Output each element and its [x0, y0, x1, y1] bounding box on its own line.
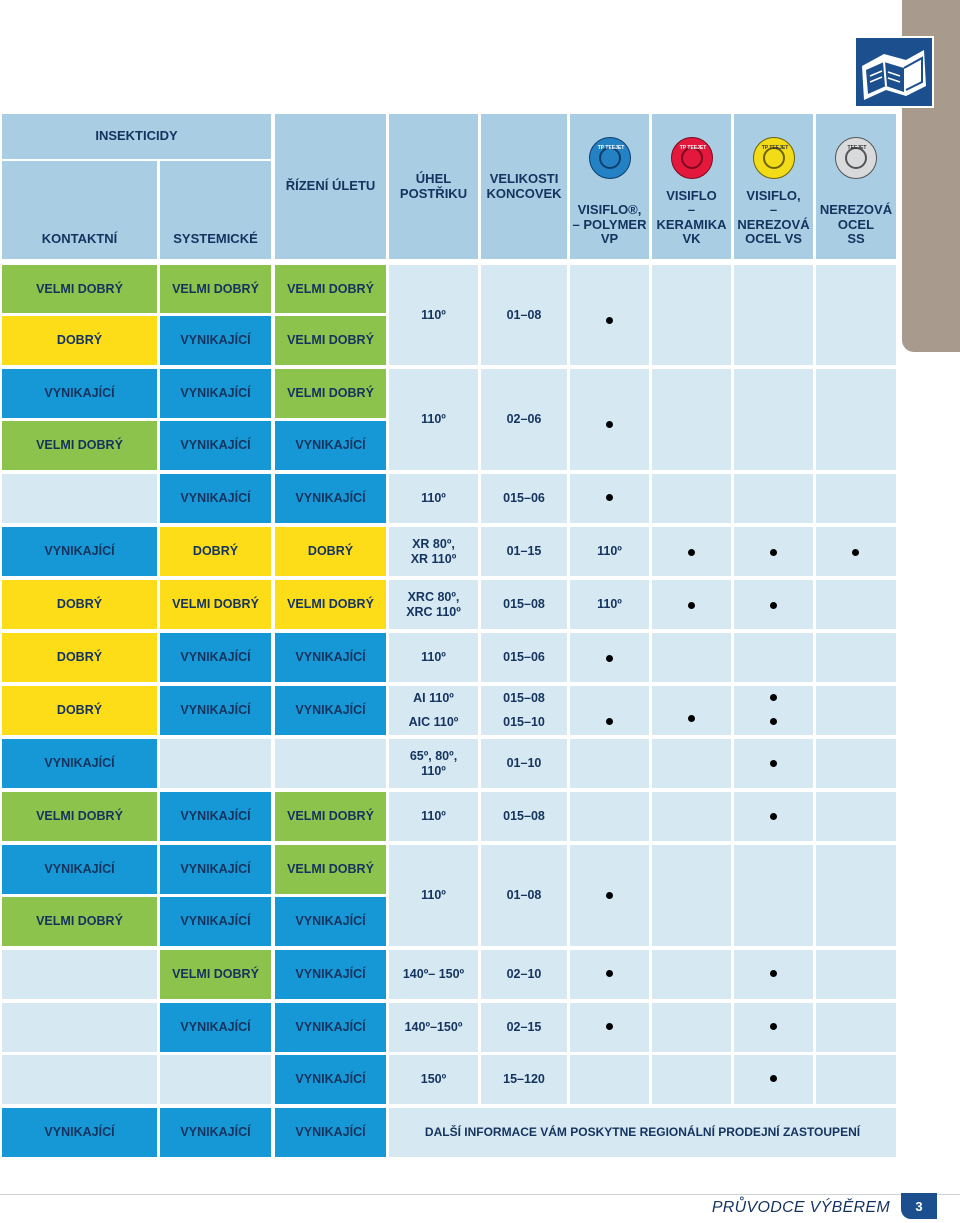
compatibility-dot — [606, 1023, 613, 1030]
angle-text: AI 110º — [413, 690, 454, 705]
rating-cell: VYNIKAJÍCÍ — [2, 527, 157, 576]
rating-cell: VYNIKAJÍCÍ — [275, 897, 386, 946]
compatibility-dot — [852, 549, 859, 556]
empty-cell — [734, 265, 813, 365]
angle-cell: 110º — [389, 474, 478, 523]
empty-cell — [652, 950, 731, 999]
header-contact: KONTAKTNÍ — [2, 161, 157, 259]
rating-cell: VELMI DOBRÝ — [275, 845, 386, 894]
rating-cell: VELMI DOBRÝ — [2, 421, 157, 470]
size-cell: 01–08 — [481, 845, 567, 946]
nozzle-badge-red-icon: TP TEEJET — [671, 137, 713, 179]
empty-cell — [652, 845, 731, 946]
size-cell: 015–06 — [481, 633, 567, 682]
empty-cell — [816, 792, 896, 841]
angle-cell: XRC 80º, XRC 110º — [389, 580, 478, 629]
empty-cell — [160, 739, 271, 788]
empty-cell — [570, 792, 649, 841]
empty-cell — [570, 369, 649, 470]
rating-cell: VELMI DOBRÝ — [2, 792, 157, 841]
empty-cell — [652, 792, 731, 841]
empty-cell — [816, 265, 896, 365]
compatibility-dot — [770, 760, 777, 767]
rating-cell: VYNIKAJÍCÍ — [160, 369, 271, 418]
rating-cell: VYNIKAJÍCÍ — [160, 1108, 271, 1157]
rating-cell: VYNIKAJÍCÍ — [275, 1003, 386, 1052]
rating-cell: VYNIKAJÍCÍ — [160, 792, 271, 841]
rating-cell: VYNIKAJÍCÍ — [160, 421, 271, 470]
empty-cell — [652, 686, 731, 735]
compatibility-dot — [606, 718, 613, 725]
rating-cell: VELMI DOBRÝ — [275, 265, 386, 313]
empty-cell — [570, 686, 649, 735]
header-visiflo-stainless: VISIFLO, – NEREZOVÁ OCEL VS — [734, 114, 813, 259]
footer-rule — [0, 1194, 960, 1195]
size-cell: 015–06 — [481, 474, 567, 523]
size-cell: 15–120 — [481, 1055, 567, 1104]
nozzle-badge-yellow-icon: TP TEEJET — [753, 137, 795, 179]
angle-cell: 110º — [389, 265, 478, 365]
empty-cell — [816, 686, 896, 735]
empty-cell — [816, 950, 896, 999]
rating-cell: VYNIKAJÍCÍ — [2, 1108, 157, 1157]
angle-cell: 110º — [389, 845, 478, 946]
header-nozzle-sizes: VELIKOSTI KONCOVEK — [481, 114, 567, 259]
empty-cell — [816, 1003, 896, 1052]
header-stainless-steel: NEREZOVÁ OCEL SS — [816, 114, 896, 259]
empty-cell — [652, 369, 731, 470]
rating-cell: VELMI DOBRÝ — [275, 316, 386, 365]
angle-cell: 150º — [389, 1055, 478, 1104]
rating-cell: VYNIKAJÍCÍ — [160, 845, 271, 894]
nozzle-badge-blue-icon: TP TEEJET — [589, 137, 631, 179]
rating-cell: VELMI DOBRÝ — [160, 580, 271, 629]
rating-cell: DOBRÝ — [2, 633, 157, 682]
rating-cell: VYNIKAJÍCÍ — [275, 421, 386, 470]
empty-cell — [652, 265, 731, 365]
footer-title: PRŮVODCE VÝBĚREM — [711, 1199, 890, 1216]
empty-cell — [652, 633, 731, 682]
rating-cell: VYNIKAJÍCÍ — [160, 633, 271, 682]
header-visiflo-polymer: VISIFLO®, – POLYMER VP — [570, 114, 649, 259]
angle-cell: 110º — [570, 527, 649, 576]
compatibility-dot — [770, 694, 777, 701]
contact-info-note: DALŠÍ INFORMACE VÁM POSKYTNE REGIONÁLNÍ PRODEJNÍ ZASTOUPENÍ — [389, 1108, 896, 1157]
rating-cell: VELMI DOBRÝ — [275, 580, 386, 629]
nozzle-badge-steel-icon: TEEJET — [835, 137, 877, 179]
angle-cell: 140º– 150º — [389, 950, 478, 999]
empty-cell — [734, 474, 813, 523]
rating-cell: DOBRÝ — [2, 316, 157, 365]
compatibility-dot — [606, 655, 613, 662]
rating-cell: VYNIKAJÍCÍ — [160, 686, 271, 735]
empty-cell — [570, 1055, 649, 1104]
compatibility-dot — [770, 970, 777, 977]
compatibility-dot — [606, 970, 613, 977]
compatibility-dot — [606, 317, 613, 324]
empty-cell — [816, 739, 896, 788]
empty-cell — [275, 739, 386, 788]
rating-cell: VYNIKAJÍCÍ — [275, 1055, 386, 1104]
empty-cell — [816, 369, 896, 470]
compatibility-dot — [606, 494, 613, 501]
compatibility-dot — [688, 549, 695, 556]
empty-cell — [734, 633, 813, 682]
compatibility-dot — [688, 715, 695, 722]
size-cell: 01–10 — [481, 739, 567, 788]
compatibility-dot — [770, 1075, 777, 1082]
compatibility-dot — [770, 602, 777, 609]
compatibility-dot — [770, 1023, 777, 1030]
empty-cell — [652, 1003, 731, 1052]
compatibility-dot — [688, 602, 695, 609]
angle-cell: XR 80º, XR 110º — [389, 527, 478, 576]
angle-cell: 110º — [389, 633, 478, 682]
rating-cell: DOBRÝ — [2, 686, 157, 735]
rating-cell: VYNIKAJÍCÍ — [160, 316, 271, 365]
compatibility-dot — [606, 421, 613, 428]
angle-cell: 110º — [570, 580, 649, 629]
empty-cell — [2, 950, 157, 999]
size-cell: 015–08 — [481, 580, 567, 629]
compatibility-dot — [770, 813, 777, 820]
empty-cell — [652, 474, 731, 523]
size-cell: 02–15 — [481, 1003, 567, 1052]
angle-cell — [389, 686, 478, 735]
rating-cell: VYNIKAJÍCÍ — [275, 686, 386, 735]
empty-cell — [816, 474, 896, 523]
size-cell — [481, 686, 567, 735]
empty-cell — [816, 580, 896, 629]
angle-cell: 110º — [389, 792, 478, 841]
empty-cell — [2, 1055, 157, 1104]
page-number: 3 — [901, 1193, 937, 1219]
header-drift-control: ŘÍZENÍ ÚLETU — [275, 114, 386, 259]
empty-cell — [816, 845, 896, 946]
rating-cell: VYNIKAJÍCÍ — [160, 474, 271, 523]
compatibility-dot — [770, 549, 777, 556]
size-cell: 01–15 — [481, 527, 567, 576]
rating-cell: VELMI DOBRÝ — [160, 950, 271, 999]
empty-cell — [652, 739, 731, 788]
empty-cell — [816, 1055, 896, 1104]
rating-cell: VELMI DOBRÝ — [160, 265, 271, 313]
header-visiflo-ceramic: VISIFLO – KERAMIKA VK — [652, 114, 731, 259]
size-cell: 015–08 — [481, 792, 567, 841]
rating-cell: VELMI DOBRÝ — [275, 792, 386, 841]
angle-text: AIC 110º — [408, 714, 459, 729]
empty-cell — [816, 633, 896, 682]
rating-cell: VYNIKAJÍCÍ — [2, 369, 157, 418]
empty-cell — [734, 845, 813, 946]
compatibility-dot — [606, 892, 613, 899]
rating-cell: VYNIKAJÍCÍ — [275, 1108, 386, 1157]
size-cell: 02–10 — [481, 950, 567, 999]
size-text: 015–08 — [503, 690, 545, 705]
header-systemic: SYSTEMICKÉ — [160, 161, 271, 259]
empty-cell — [160, 1055, 271, 1104]
empty-cell — [734, 369, 813, 470]
book-logo-icon — [854, 36, 934, 108]
rating-cell: VELMI DOBRÝ — [2, 265, 157, 313]
rating-cell: VYNIKAJÍCÍ — [160, 1003, 271, 1052]
empty-cell — [570, 265, 649, 365]
compatibility-dot — [770, 718, 777, 725]
rating-cell: VYNIKAJÍCÍ — [2, 845, 157, 894]
rating-cell: VYNIKAJÍCÍ — [275, 474, 386, 523]
rating-cell: DOBRÝ — [275, 527, 386, 576]
rating-cell: VYNIKAJÍCÍ — [2, 739, 157, 788]
rating-cell: VYNIKAJÍCÍ — [160, 897, 271, 946]
angle-cell: 110º — [389, 369, 478, 470]
rating-cell: DOBRÝ — [160, 527, 271, 576]
empty-cell — [2, 474, 157, 523]
rating-cell: VYNIKAJÍCÍ — [275, 950, 386, 999]
rating-cell: DOBRÝ — [2, 580, 157, 629]
rating-cell: VELMI DOBRÝ — [275, 369, 386, 418]
size-cell: 01–08 — [481, 265, 567, 365]
angle-cell: 65º, 80º, 110º — [389, 739, 478, 788]
header-insecticides: INSEKTICIDY — [2, 114, 271, 159]
empty-cell — [2, 1003, 157, 1052]
size-cell: 02–06 — [481, 369, 567, 470]
size-text: 015–10 — [503, 714, 545, 729]
angle-cell: 140º–150º — [389, 1003, 478, 1052]
header-spray-angle: ÚHEL POSTŘIKU — [389, 114, 478, 259]
empty-cell — [570, 739, 649, 788]
rating-cell: VELMI DOBRÝ — [2, 897, 157, 946]
empty-cell — [652, 1055, 731, 1104]
rating-cell: VYNIKAJÍCÍ — [275, 633, 386, 682]
